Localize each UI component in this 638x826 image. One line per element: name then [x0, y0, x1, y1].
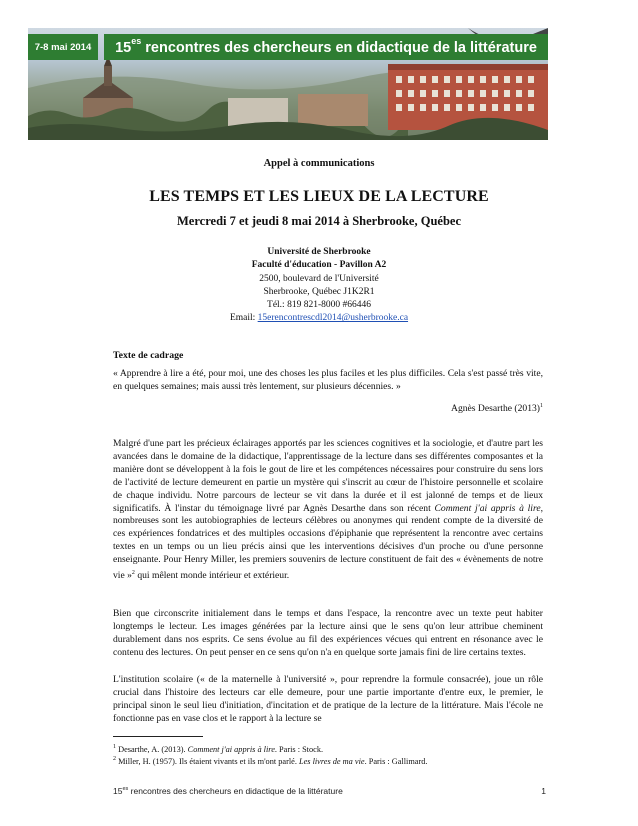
event-title-sup: es: [131, 36, 142, 47]
footnote-ref-1[interactable]: 1: [540, 403, 543, 409]
paragraph-1-text-c: qui mêlent monde intérieur et extérieur.: [134, 570, 290, 582]
call-for-papers-label: Appel à communications: [263, 158, 375, 169]
page-footer-title: [113, 786, 343, 796]
footnote-1: [113, 742, 553, 755]
event-title-number: 15: [115, 39, 132, 56]
footnote-1-number: 1: [113, 744, 116, 750]
paragraph-1-text-a: Malgré d'une part les précieux éclairages apportés par les sciences cognitives et la sociologie, et d'autre part les avancées dans le domaine de la didactique, l'apprentissage de la lecture dans ses différentes composantes et la manière dont se développent à la fois le gout de lire et les compétences nécessaires pour construire du sens lors de l'activité de lecture demeurent en partie un mystère qui s'inscrit au cœur de l'histoire personnelle et scolaire de chaque individu. Notre parcours de lecteur se vit dans la durée et il est jalonné de temps et de lieux significatifs. À l'instar du témoignage livré par Agnès Desarthe dans son récent: [113, 438, 543, 514]
street-address: 2500, boulevard de l'Université: [259, 273, 379, 284]
faculty-name: Faculté d'éducation - Pavillon A2: [251, 260, 387, 271]
footer-text: rencontres des chercheurs en didactique de la littérature: [128, 786, 343, 796]
attribution-text: Agnès Desarthe (2013): [451, 403, 540, 415]
address-block: [0, 246, 638, 326]
paragraph-1-text-b: , nombreuses sont les autobiographies de lecteurs célèbres ou anonymes qui rendent compte de la diversité de ces expériences fondatrices et des multiples occasions d'épiphanie que représentent la rencontre avec certains textes en un temps ou un lieu précis ainsi que les interventions décisives d'un proche ou d'une personne enseignante. Pour Henry Miller, les premiers souvenirs de lecture constituent de fait des « évènements de notre vie »: [113, 502, 543, 582]
body-paragraph-1: [113, 438, 543, 583]
section-heading-cadrage: Texte de cadrage: [113, 350, 184, 361]
page-title: LES TEMPS ET LES LIEUX DE LA LECTURE: [149, 188, 489, 205]
footnote-1-title: Comment j'ai appris à lire: [187, 744, 275, 754]
book-title-italic: Comment j'ai appris à lire: [434, 502, 541, 514]
event-title-text: rencontres des chercheurs en didactique de la littérature: [141, 39, 537, 56]
event-date-badge: [28, 34, 98, 60]
body-paragraph-2: Bien que circonscrite initialement dans le temps et dans l'espace, la rencontre avec un texte peut habiter longtemps le lecteur. Les images générées par la lecture ainsi que le sens qu'on leur attribue cheminent durablement dans nos esprits. Ce sens évolue au fil des expériences vécues qui entrent en résonance avec le contenu des lectures. On peut penser en ce sens qu'on n'a en quelque sorte jamais fini de lire certains textes.: [113, 608, 543, 658]
footnote-2-text-a: Miller, H. (1957). Ils étaient vivants et ils m'ont parlé.: [116, 756, 299, 766]
event-dates-location: Mercredi 7 et jeudi 8 mai 2014 à Sherbrooke, Québec: [177, 214, 461, 228]
university-name: Université de Sherbrooke: [267, 247, 371, 257]
footnote-1-text-a: Desarthe, A. (2013).: [116, 744, 188, 754]
footnote-2-text-b: . Paris : Gallimard.: [364, 756, 428, 766]
footnote-divider: [113, 736, 203, 737]
body-paragraph-3: L'institution scolaire (« de la maternelle à l'université », pour reprendre la formule consacrée), joue un rôle crucial dans l'histoire des lecteurs car elle demeure, pour une partie importante d'entre eux, le premier, le principal sinon le seul lieu d'initiation, d'incitation et de pratique de la lecture de la littérature. Mais l'école ne fonctionne pas en vase clos et le rapport à la lecture se: [113, 674, 543, 724]
email-line: [0, 312, 638, 325]
page-number: 1: [541, 786, 546, 796]
email-label: Email:: [229, 313, 258, 324]
email-link[interactable]: 15erencontrescdl2014@usherbrooke.ca: [257, 313, 409, 324]
footnote-2: [113, 754, 553, 767]
phone-number: Tél.: 819 821-8000 #66446: [267, 300, 371, 311]
epigraph-quote: « Apprendre à lire a été, pour moi, une des choses les plus faciles et les plus difficiles. Cela s'est passé très vite, en quelques semaines; mais aussi très lentement, sur plusieurs décennies. »: [113, 368, 543, 392]
event-title-banner: [104, 34, 548, 60]
event-date: 7-8 mai 2014: [34, 41, 92, 53]
footnote-2-number: 2: [113, 756, 116, 762]
city-address: Sherbrooke, Québec J1K2R1: [263, 286, 375, 297]
footnote-ref-2[interactable]: 2: [131, 570, 135, 577]
epigraph-attribution: [113, 400, 543, 416]
footer-number: 15: [113, 786, 123, 796]
event-title: [115, 38, 537, 56]
footnote-2-title: Les livres de ma vie: [298, 756, 365, 766]
footnote-1-text-b: . Paris : Stock.: [274, 744, 324, 754]
footer-sup: es: [122, 786, 129, 793]
